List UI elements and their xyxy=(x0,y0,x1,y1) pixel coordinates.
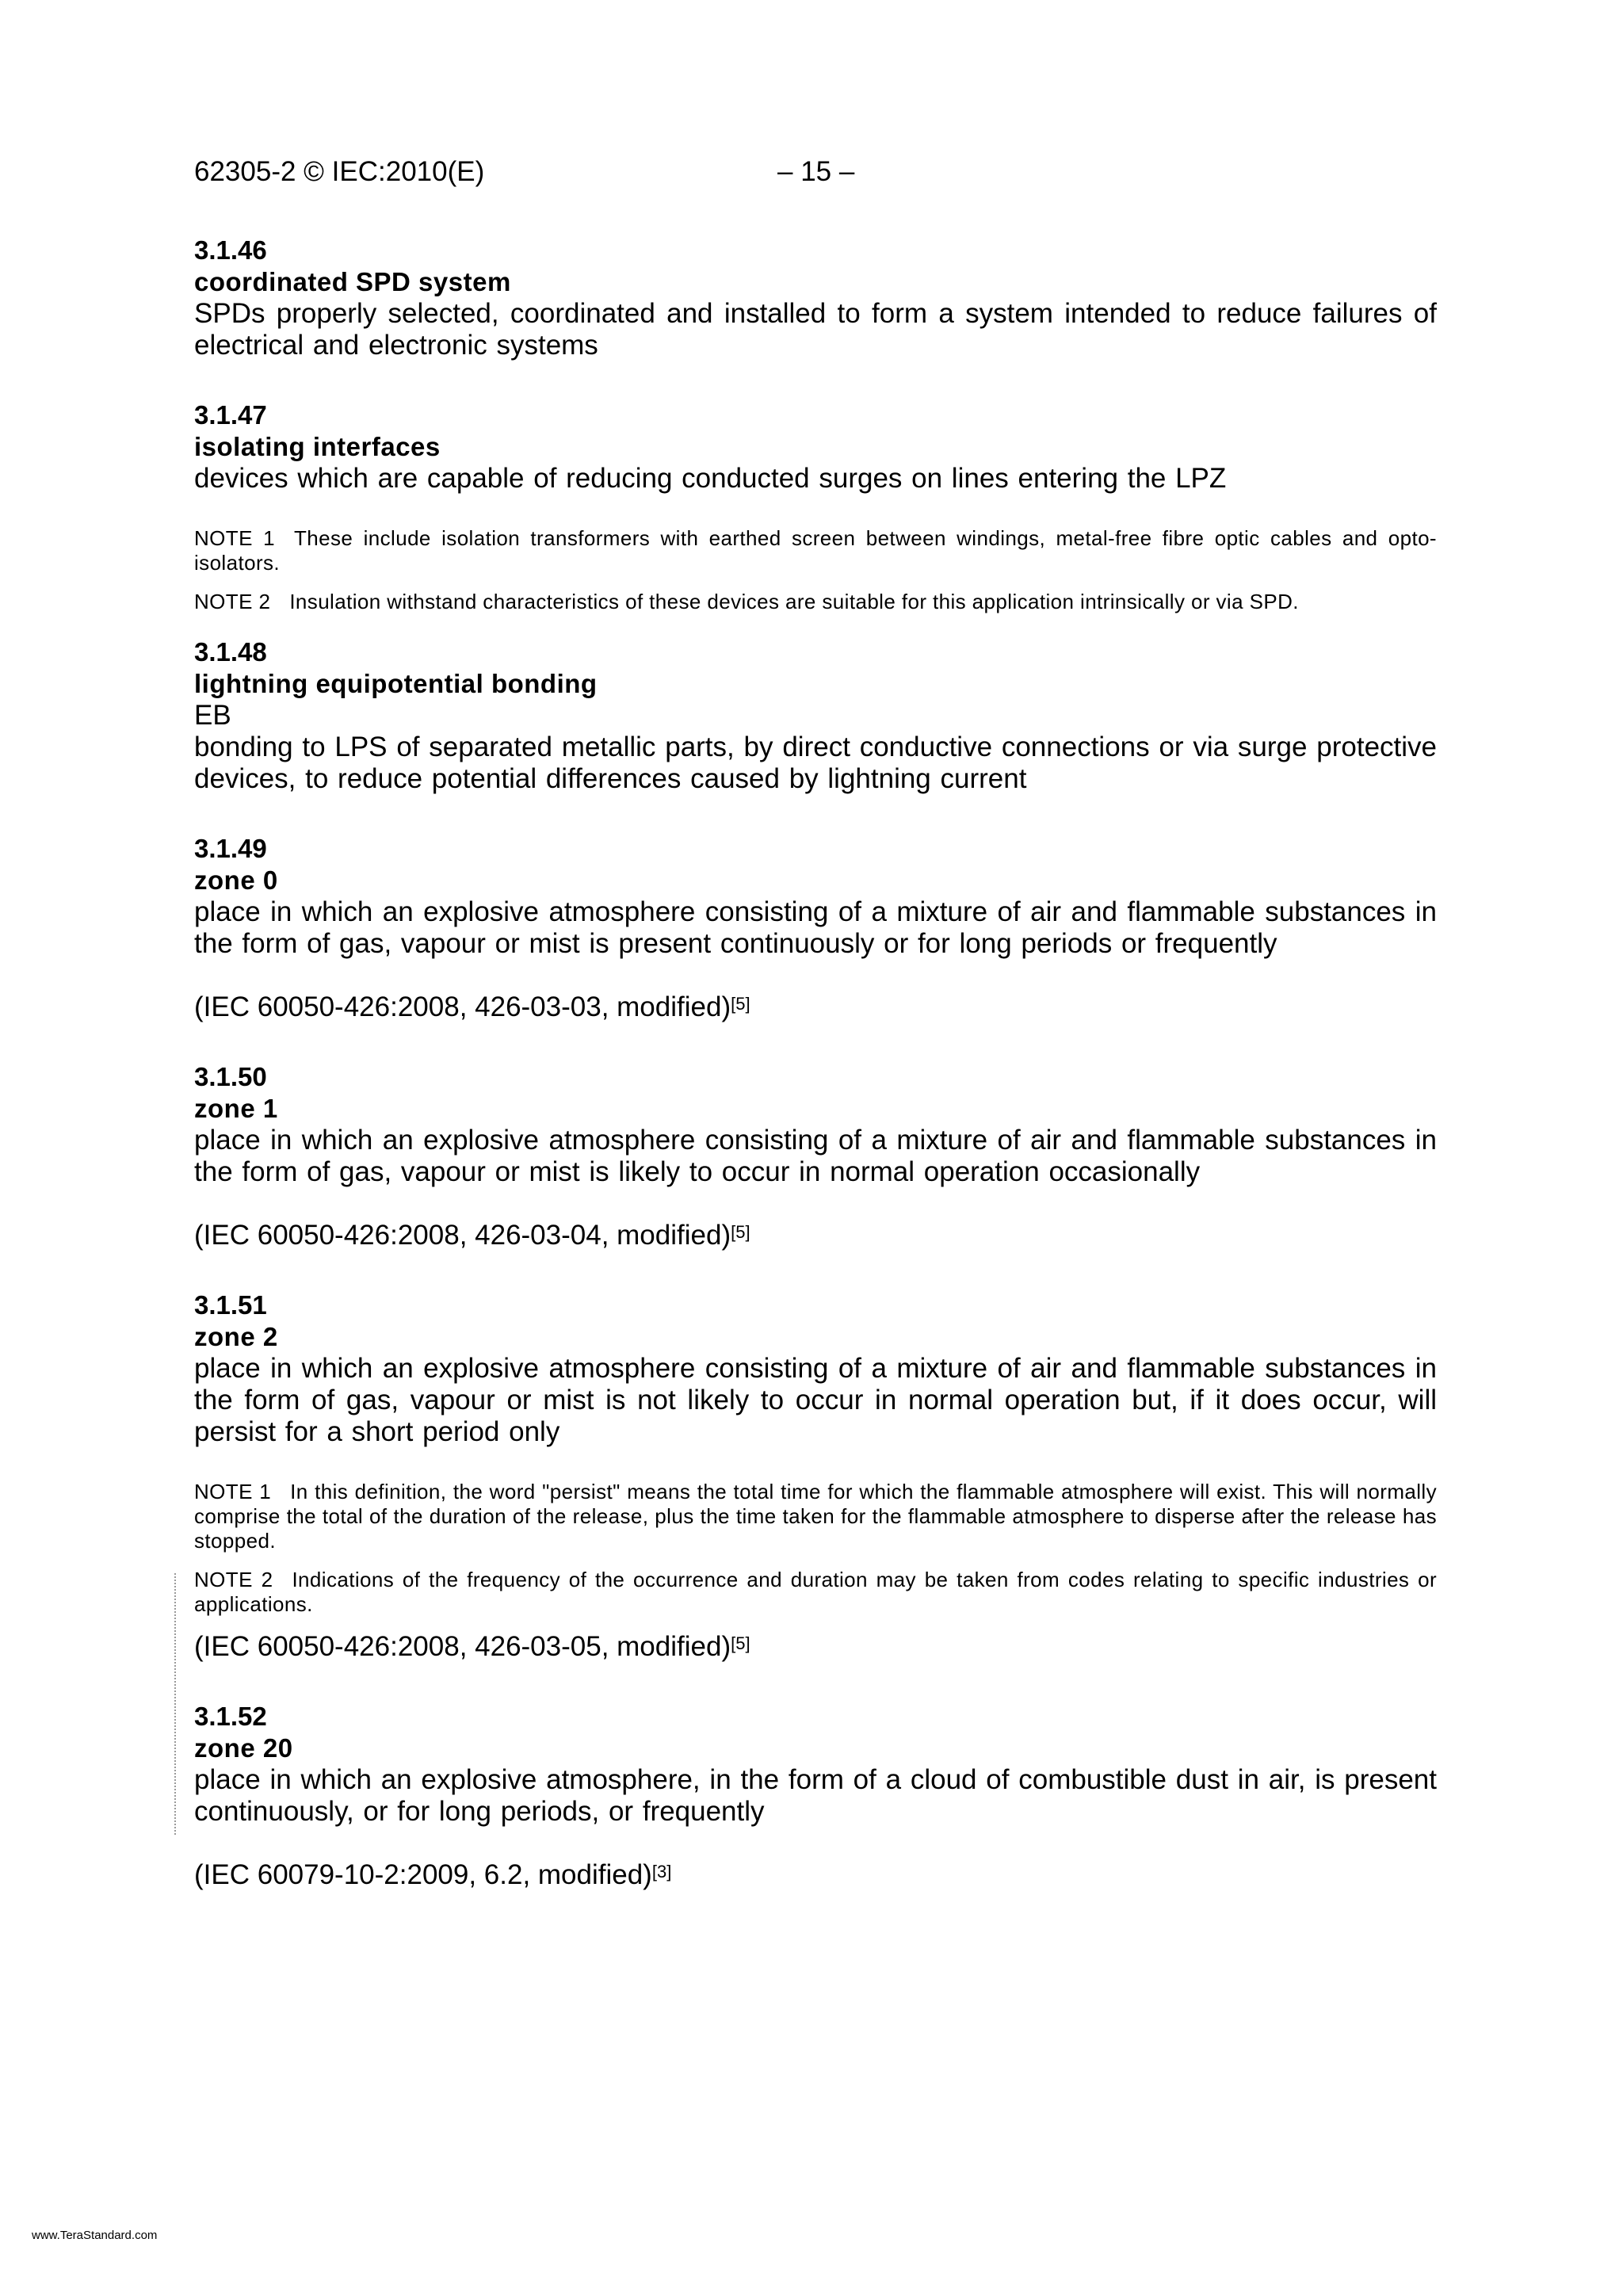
term-abbreviation: EB xyxy=(194,700,231,731)
term-source xyxy=(194,1631,1437,1663)
source-reference[interactable]: [3] xyxy=(651,1862,672,1881)
term-name: zone 1 xyxy=(194,1094,278,1123)
footer-watermark[interactable]: www.TeraStandard.com xyxy=(32,2229,158,2242)
term-number: 3.1.50 xyxy=(194,1062,267,1091)
margin-dotted-mark xyxy=(174,1573,178,1835)
note-label: NOTE 1 xyxy=(194,1480,272,1503)
term-definition: place in which an explosive atmosphere consisting of a mixture of air and flammable substances in the form of gas, vapour or mist is not likely to occur in normal operation but, if it does occur, will persist for a short period only xyxy=(194,1353,1437,1447)
term-definition: devices which are capable of reducing conducted surges on lines entering the LPZ xyxy=(194,463,1227,494)
note-text: Insulation withstand characteristics of these devices are suitable for this application intrinsically or via SPD. xyxy=(289,590,1299,613)
term-note xyxy=(194,590,1437,614)
term-definition: bonding to LPS of separated metallic parts, by direct conductive connections or via surge protective devices, to reduce potential differences caused by lightning current xyxy=(194,732,1437,794)
note-label: NOTE 1 xyxy=(194,526,276,550)
source-citation: (IEC 60050-426:2008, 426-03-03, modified) xyxy=(194,991,731,1022)
term-name: zone 20 xyxy=(194,1733,293,1763)
page-number: – 15 – xyxy=(777,156,855,187)
term-source xyxy=(194,991,1437,1023)
term-3-1-46 xyxy=(194,235,1437,361)
term-number: 3.1.48 xyxy=(194,637,267,667)
term-source xyxy=(194,1859,1437,1891)
term-definition: place in which an explosive atmosphere consisting of a mixture of air and flammable substances in the form of gas, vapour or mist is present continuously or for long periods or frequently xyxy=(194,896,1437,959)
term-number: 3.1.51 xyxy=(194,1290,267,1320)
term-3-1-50 xyxy=(194,1061,1437,1251)
term-source xyxy=(194,1220,1437,1251)
source-citation: (IEC 60050-426:2008, 426-03-04, modified) xyxy=(194,1220,731,1251)
note-text: In this definition, the word "persist" means the total time for which the flammable atmosphere will exist. This will normally comprise the total of the duration of the release, plus the time taken for the flammable atmosphere to disperse after the release has stopped. xyxy=(194,1480,1438,1553)
term-name: zone 2 xyxy=(194,1322,278,1351)
source-reference[interactable]: [5] xyxy=(731,994,750,1014)
source-citation: (IEC 60050-426:2008, 426-03-05, modified) xyxy=(194,1631,731,1662)
document-id: 62305-2 © IEC:2010(E) xyxy=(194,156,485,187)
term-name: lightning equipotential bonding xyxy=(194,669,598,698)
note-text: These include isolation transformers with earthed screen between windings, metal-free fibre optic cables and opto-isolators. xyxy=(194,526,1437,575)
term-number: 3.1.49 xyxy=(194,834,267,863)
source-reference[interactable]: [5] xyxy=(731,1633,750,1653)
term-3-1-51 xyxy=(194,1289,1437,1663)
note-label: NOTE 2 xyxy=(194,590,271,613)
term-note xyxy=(194,526,1437,575)
term-3-1-49 xyxy=(194,833,1437,1023)
term-3-1-48 xyxy=(194,636,1437,795)
term-definition: place in which an explosive atmosphere, in the form of a cloud of combustible dust in air, is present continuously, or for long periods, or frequently xyxy=(194,1764,1437,1827)
term-3-1-52 xyxy=(194,1701,1437,1891)
term-definition: place in which an explosive atmosphere consisting of a mixture of air and flammable substances in the form of gas, vapour or mist is likely to occur in normal operation occasionally xyxy=(194,1125,1437,1187)
term-name: zone 0 xyxy=(194,865,278,895)
term-name: coordinated SPD system xyxy=(194,267,511,296)
page-content xyxy=(194,235,1437,1891)
term-3-1-47 xyxy=(194,399,1437,614)
term-name: isolating interfaces xyxy=(194,432,441,461)
source-reference[interactable]: [5] xyxy=(731,1222,750,1242)
term-number: 3.1.46 xyxy=(194,235,267,265)
term-note xyxy=(194,1480,1437,1553)
note-label: NOTE 2 xyxy=(194,1568,273,1591)
source-citation: (IEC 60079-10-2:2009, 6.2, modified) xyxy=(194,1859,652,1890)
term-definition: SPDs properly selected, coordinated and installed to form a system intended to reduce failures of electrical and electronic systems xyxy=(194,298,1437,361)
note-text: Indications of the frequency of the occurrence and duration may be taken from codes relating to specific industries or applications. xyxy=(194,1568,1437,1616)
term-number: 3.1.52 xyxy=(194,1702,267,1731)
term-number: 3.1.47 xyxy=(194,400,267,430)
term-note xyxy=(194,1568,1437,1617)
